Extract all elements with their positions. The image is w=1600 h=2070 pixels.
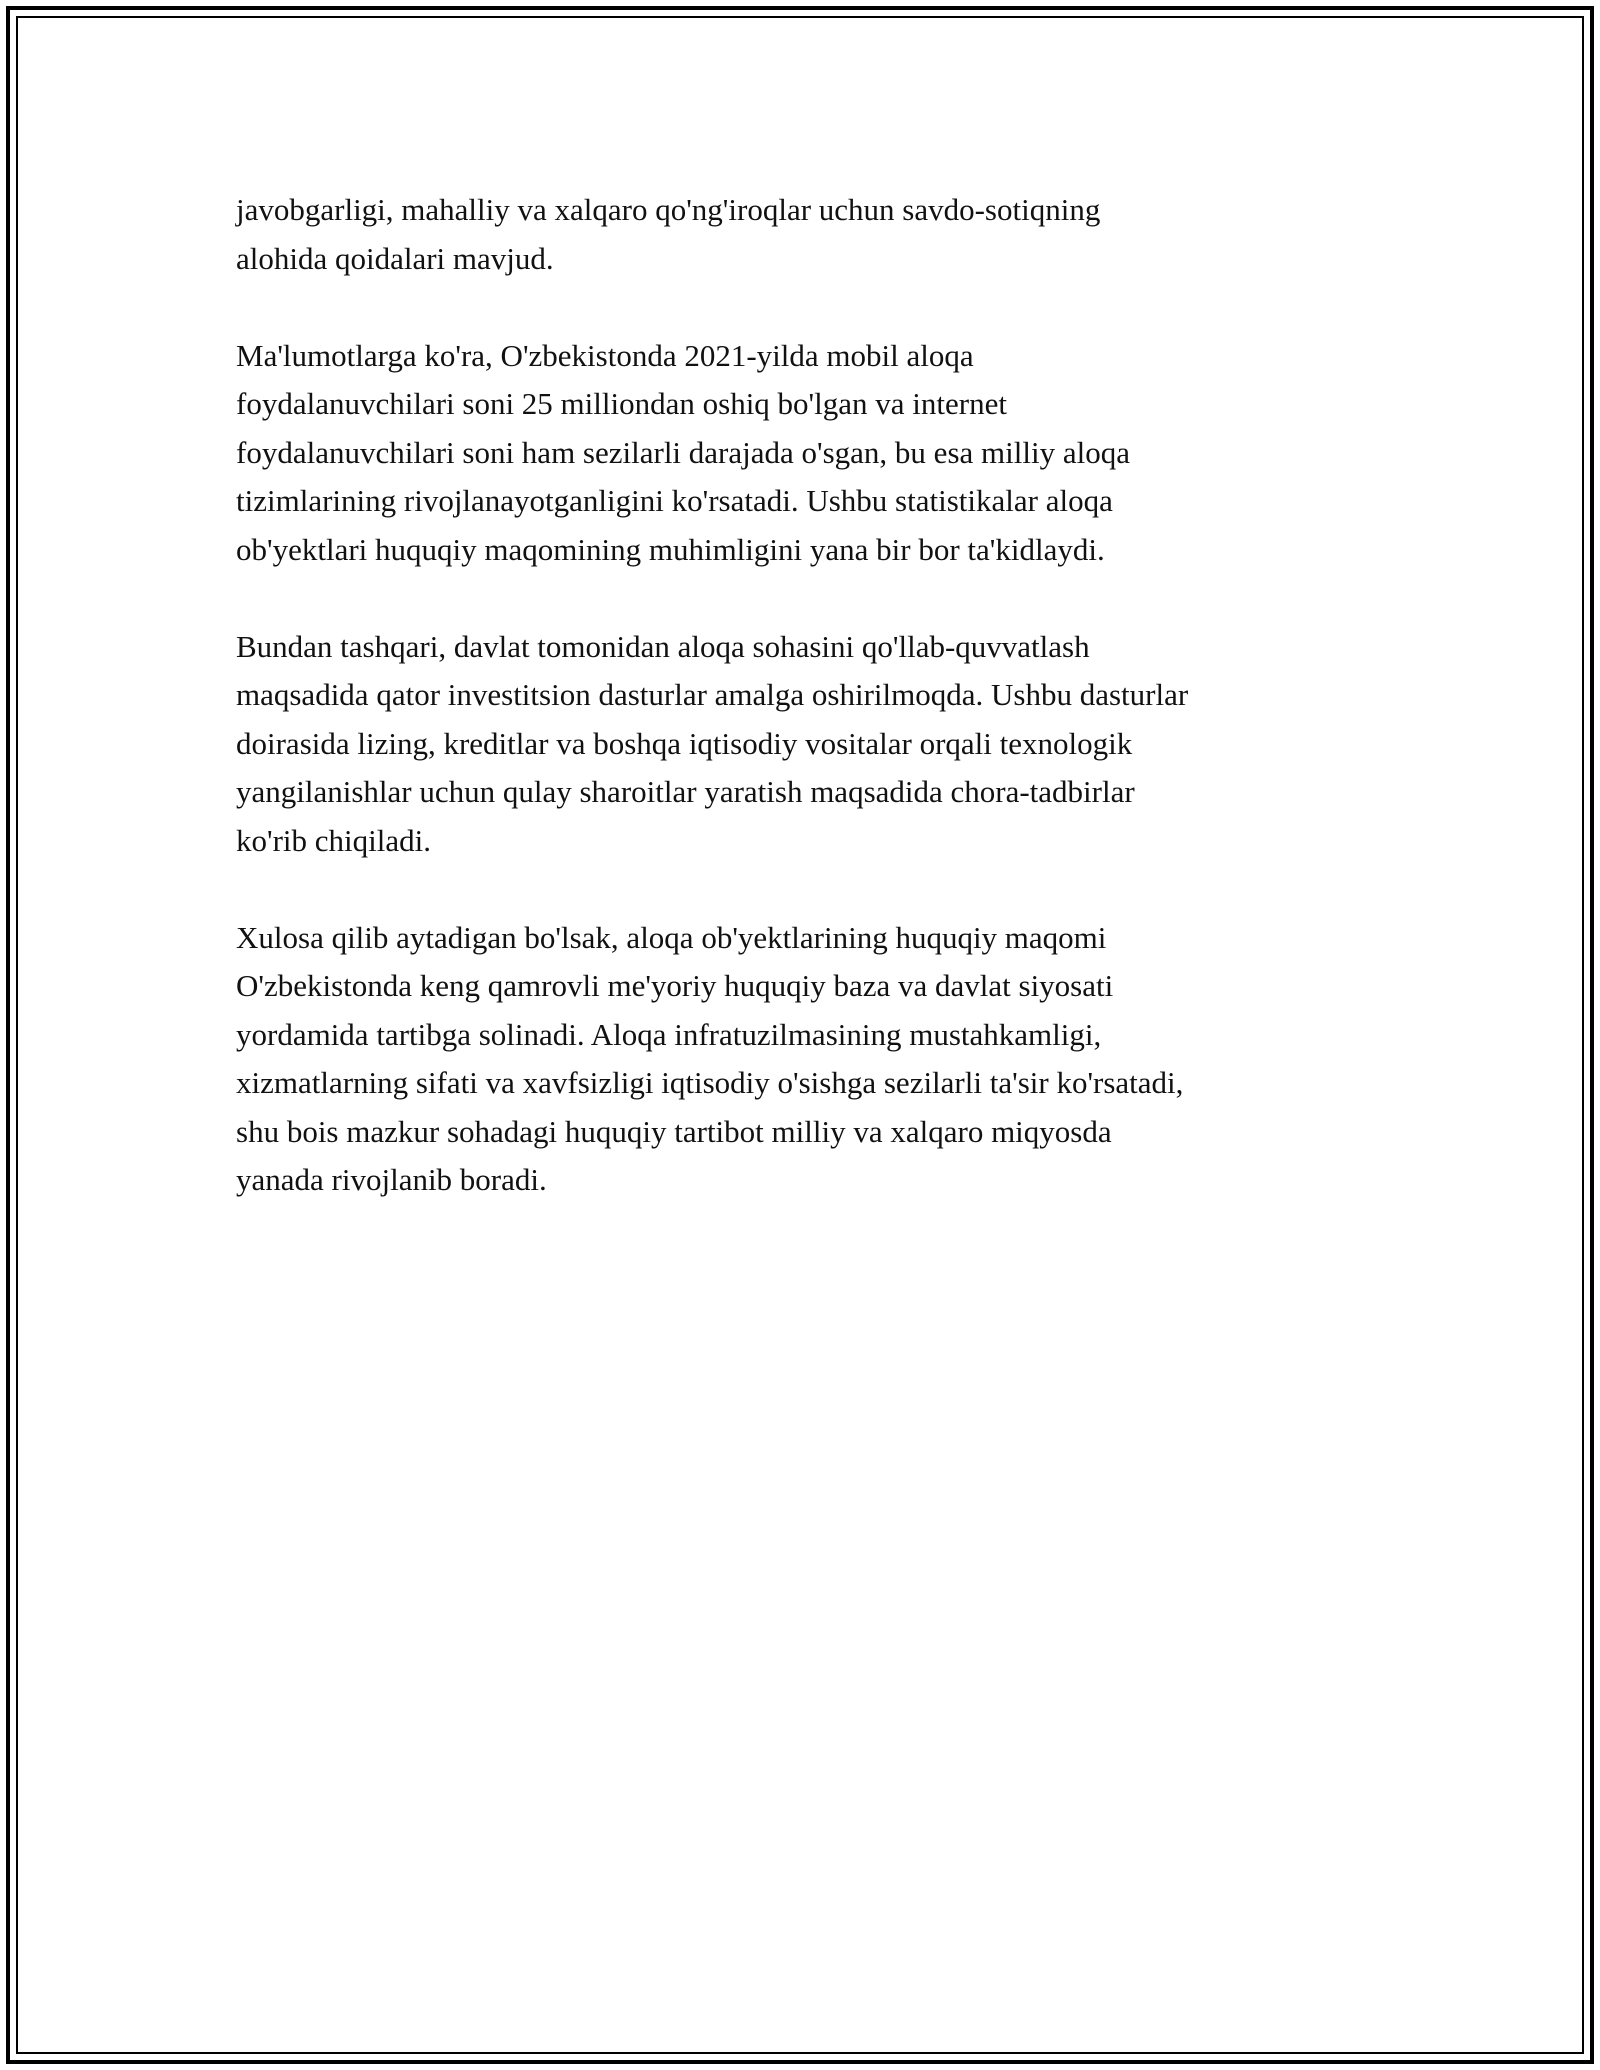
paragraph-4 bbox=[236, 914, 1376, 1205]
text-line: maqsadida qator investitsion dasturlar amalga oshirilmoqda. Ushbu dasturlar bbox=[236, 677, 1189, 712]
text-line: Ma'lumotlarga ko'ra, O'zbekistonda 2021-yilda mobil aloqa bbox=[236, 337, 974, 373]
text-line: shu bois mazkur sohadagi huquqiy tartibot milliy va xalqaro miqyosda bbox=[236, 1113, 1112, 1149]
text-line: foydalanuvchilari soni 25 milliondan oshiq bo'lgan va internet bbox=[236, 386, 1007, 421]
document-body bbox=[236, 186, 1376, 1253]
text-line: Bundan tashqari, davlat tomonidan aloqa sohasini qo'llab-quvvatlash bbox=[236, 628, 1090, 664]
text-line: javobgarligi, mahalliy va xalqaro qo'ng'iroqlar uchun savdo-sotiqning bbox=[236, 192, 1101, 227]
text-line: foydalanuvchilari soni ham sezilarli darajada o'sgan, bu esa milliy aloqa bbox=[236, 434, 1130, 470]
text-line: tizimlarining rivojlanayotganligini ko'rsatadi. Ushbu statistikalar aloqa bbox=[236, 483, 1113, 518]
text-line: yanada rivojlanib boradi. bbox=[236, 1162, 547, 1197]
text-line: ko'rib chiqiladi. bbox=[236, 822, 431, 858]
paragraph-1 bbox=[236, 186, 1376, 283]
text-line: yangilanishlar uchun qulay sharoitlar yaratish maqsadida chora-tadbirlar bbox=[236, 774, 1135, 809]
text-line: O'zbekistonda keng qamrovli me'yoriy huquqiy baza va davlat siyosati bbox=[236, 968, 1114, 1003]
paragraph-2 bbox=[236, 332, 1376, 575]
text-line: Xulosa qilib aytadigan bo'lsak, aloqa ob'yektlarining huquqiy maqomi bbox=[236, 919, 1107, 955]
text-line: xizmatlarning sifati va xavfsizligi iqtisodiy o'sishga sezilarli ta'sir ko'rsatadi, bbox=[236, 1065, 1184, 1100]
text-line: doirasida lizing, kreditlar va boshqa iqtisodiy vositalar orqali texnologik bbox=[236, 725, 1133, 761]
text-line: alohida qoidalari mavjud. bbox=[236, 240, 554, 276]
text-line: ob'yektlari huquqiy maqomining muhimligini yana bir bor ta'kidlaydi. bbox=[236, 531, 1105, 567]
paragraph-3 bbox=[236, 623, 1376, 866]
text-line: yordamida tartibga solinadi. Aloqa infratuzilmasining mustahkamligi, bbox=[236, 1016, 1102, 1052]
